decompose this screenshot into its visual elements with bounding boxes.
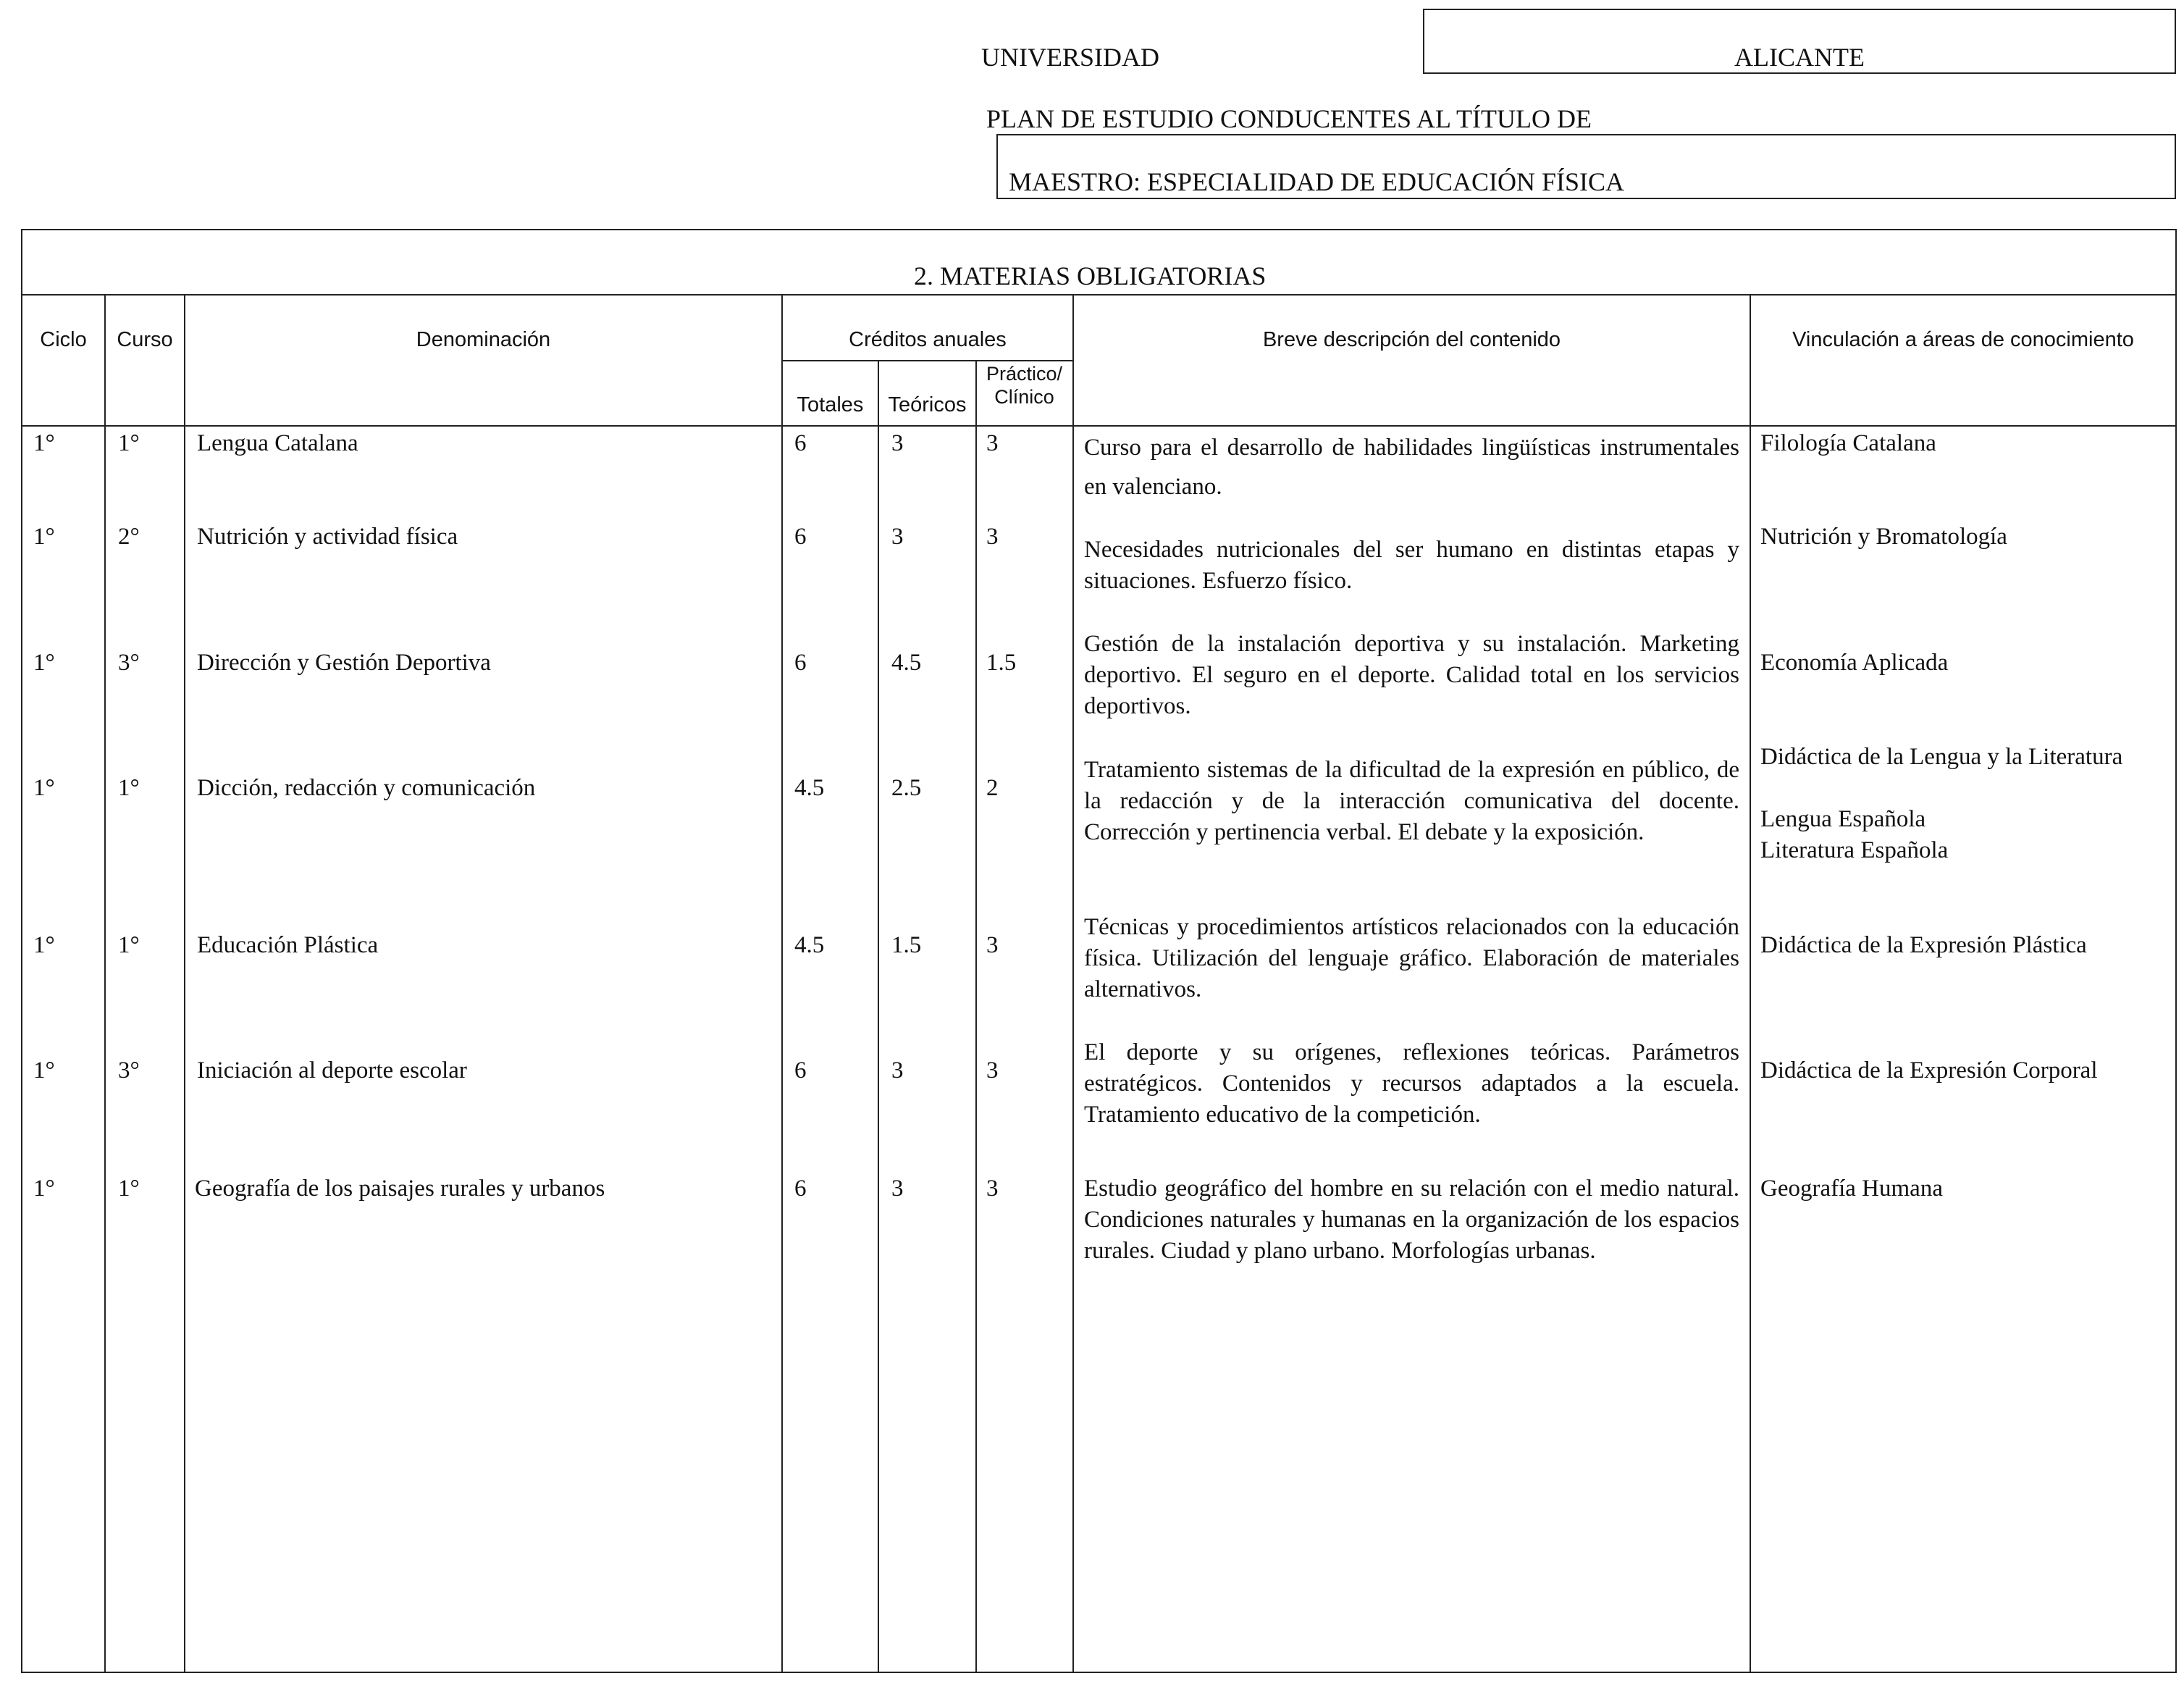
plan-label: PLAN DE ESTUDIO CONDUCENTES AL TÍTULO DE	[986, 104, 1592, 133]
col-header-ciclo: Ciclo	[40, 328, 87, 351]
row-4-vinculacion-2: Lengua Española	[1760, 806, 1926, 832]
row-6-curso: 3°	[118, 1057, 140, 1084]
row-1-practico: 3	[986, 430, 999, 456]
row-1-totales: 6	[794, 430, 807, 456]
title-bottom-border	[21, 294, 2177, 296]
row-5-descripcion: Técnicas y procedimientos artísticos relacionados con la educación física. Utilización del lenguaje gráfico. Elaboración de materiales alternativos.	[1084, 914, 1739, 1002]
row-7-ciclo: 1°	[33, 1175, 55, 1202]
row-2-curso: 2°	[118, 524, 140, 550]
row-7-practico: 3	[986, 1175, 999, 1202]
table-bottom-border	[21, 1672, 2177, 1673]
row-5-teoricos: 1.5	[891, 932, 922, 958]
row-3-denominacion: Dirección y Gestión Deportiva	[197, 650, 491, 676]
row-6-vinculacion: Didáctica de la Expresión Corporal	[1760, 1057, 2098, 1084]
row-6-totales: 6	[794, 1057, 807, 1084]
row-4-totales: 4.5	[794, 775, 825, 801]
universidad-label: UNIVERSIDAD	[981, 43, 1159, 72]
row-4-vinculacion-1: Didáctica de la Lengua y la Literatura	[1760, 744, 2123, 770]
row-3-ciclo: 1°	[33, 650, 55, 676]
col-divider-practico	[1072, 294, 1074, 1673]
row-1-denominacion: Lengua Catalana	[197, 430, 358, 456]
row-2-vinculacion: Nutrición y Bromatología	[1760, 524, 2007, 550]
row-4-curso: 1°	[118, 775, 140, 801]
row-4-teoricos: 2.5	[891, 775, 922, 801]
header-bottom-border	[21, 425, 2177, 427]
row-3-totales: 6	[794, 650, 807, 676]
row-3-descripcion: Gestión de la instalación deportiva y su instalación. Marketing deportivo. El seguro en el deporte. Calidad total en los servicios deportivos.	[1084, 631, 1739, 719]
col-header-practico: Práctico/ Clínico	[986, 363, 1063, 408]
row-2-denominacion: Nutrición y actividad física	[197, 524, 458, 550]
row-4-ciclo: 1°	[33, 775, 55, 801]
row-6-ciclo: 1°	[33, 1057, 55, 1084]
row-7-totales: 6	[794, 1175, 807, 1202]
titulo-value: MAESTRO: ESPECIALIDAD DE EDUCACIÓN FÍSICA	[1009, 167, 1625, 196]
col-header-totales: Totales	[797, 393, 864, 416]
row-5-ciclo: 1°	[33, 932, 55, 958]
row-6-denominacion: Iniciación al deporte escolar	[197, 1057, 467, 1084]
col-divider-denominacion	[781, 294, 783, 1673]
col-header-teoricos: Teóricos	[888, 393, 967, 416]
row-4-vinculacion-3: Literatura Española	[1760, 837, 1949, 863]
col-divider-curso	[184, 294, 185, 1673]
row-3-teoricos: 4.5	[891, 650, 922, 676]
section-title: 2. MATERIAS OBLIGATORIAS	[914, 261, 1267, 290]
row-4-denominacion: Dicción, redacción y comunicación	[197, 775, 536, 801]
row-2-totales: 6	[794, 524, 807, 550]
row-1-descripcion: Curso para el desarrollo de habilidades lingüísticas instrumentales en valenciano.	[1084, 435, 1739, 500]
table-left-border	[21, 229, 22, 1673]
col-header-descripcion: Breve descripción del contenido	[1262, 328, 1561, 351]
row-2-teoricos: 3	[891, 524, 904, 550]
row-5-denominacion: Educación Plástica	[197, 932, 379, 958]
col-header-vinculacion: Vinculación a áreas de conocimiento	[1792, 328, 2134, 351]
col-header-creditos: Créditos anuales	[849, 328, 1007, 351]
table-top-border	[21, 229, 2177, 230]
row-3-vinculacion: Economía Aplicada	[1760, 650, 1949, 676]
row-6-practico: 3	[986, 1057, 999, 1084]
col-divider-totales	[878, 360, 879, 1673]
row-4-descripcion: Tratamiento sistemas de la dificultad de la expresión en público, de la redacción y de la interacción comunicativa del docente. Corrección y pertinencia verbal. El debate y la exposición.	[1084, 757, 1739, 845]
row-1-ciclo: 1°	[33, 430, 55, 456]
row-1-teoricos: 3	[891, 430, 904, 456]
row-7-descripcion: Estudio geográfico del hombre en su relación con el medio natural. Condiciones naturales y humanas en la organización de los espacios rurales. Ciudad y plano urbano. Morfologías urbanas.	[1084, 1175, 1739, 1264]
row-6-teoricos: 3	[891, 1057, 904, 1084]
row-5-vinculacion: Didáctica de la Expresión Plástica	[1760, 932, 2087, 958]
col-header-curso: Curso	[117, 328, 173, 351]
row-2-descripcion: Necesidades nutricionales del ser humano en distintas etapas y situaciones. Esfuerzo físico.	[1084, 537, 1739, 594]
row-5-totales: 4.5	[794, 932, 825, 958]
row-4-practico: 2	[986, 775, 999, 801]
row-6-descripcion: El deporte y su orígenes, reflexiones teóricas. Parámetros estratégicos. Contenidos y recursos adaptados a la escuela. Tratamiento educativo de la competición.	[1084, 1039, 1739, 1128]
universidad-value: ALICANTE	[1734, 43, 1865, 72]
row-7-denominacion: Geografía de los paisajes rurales y urbanos	[195, 1175, 605, 1202]
row-7-teoricos: 3	[891, 1175, 904, 1202]
creditos-divider	[781, 360, 1072, 361]
col-divider-ciclo	[104, 294, 106, 1673]
row-2-practico: 3	[986, 524, 999, 550]
row-3-curso: 3°	[118, 650, 140, 676]
row-5-curso: 1°	[118, 932, 140, 958]
row-1-vinculacion: Filología Catalana	[1760, 430, 1936, 456]
row-7-vinculacion: Geografía Humana	[1760, 1175, 1943, 1202]
row-2-ciclo: 1°	[33, 524, 55, 550]
row-7-curso: 1°	[118, 1175, 140, 1202]
col-header-denominacion: Denominación	[416, 328, 551, 351]
col-divider-teoricos	[975, 360, 977, 1673]
row-3-practico: 1.5	[986, 650, 1017, 676]
col-divider-descripcion	[1750, 294, 1751, 1673]
row-1-curso: 1°	[118, 430, 140, 456]
table-right-border	[2175, 229, 2177, 1673]
row-5-practico: 3	[986, 932, 999, 958]
